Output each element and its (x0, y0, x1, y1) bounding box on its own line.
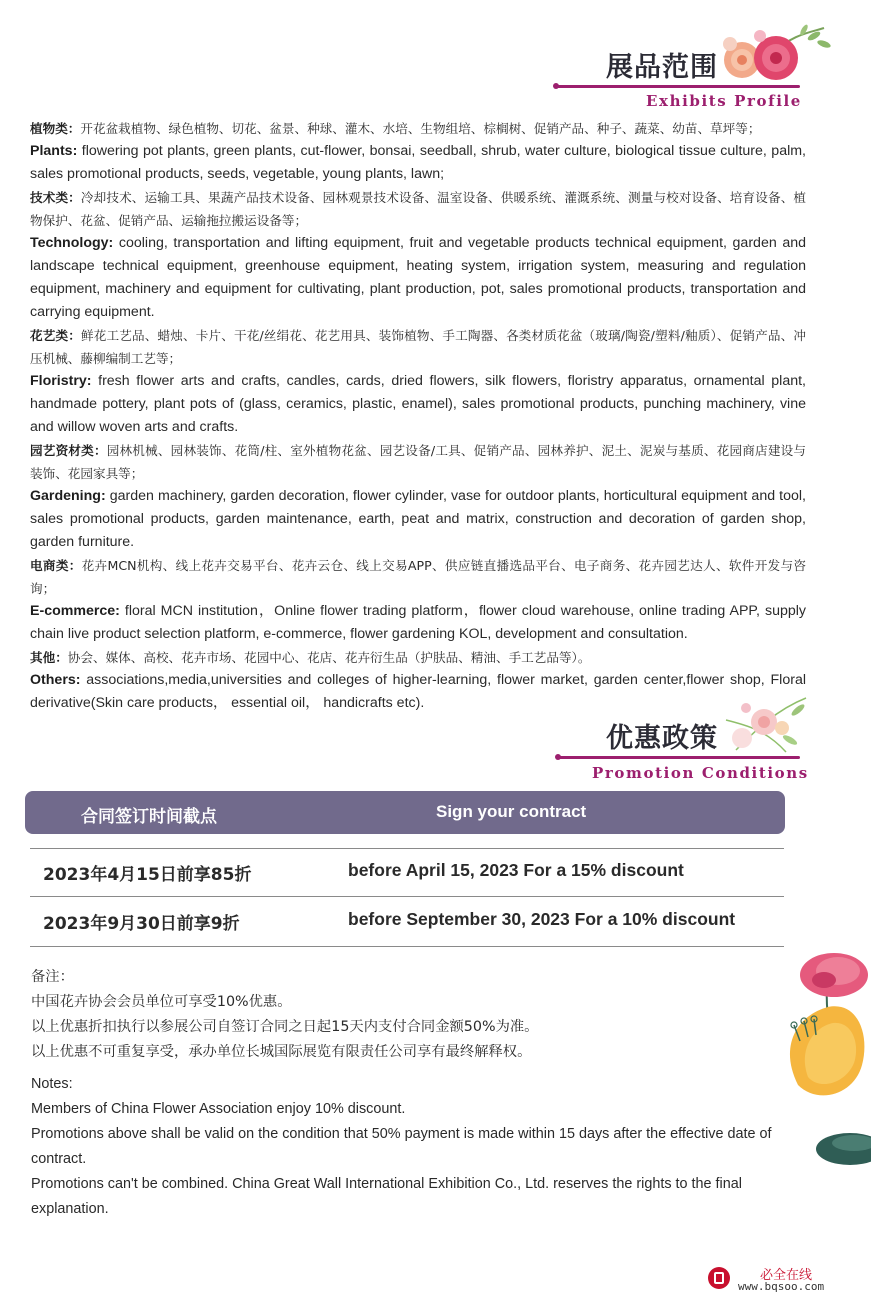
exhibit-floristry-cn (30, 324, 806, 370)
exhibit-ecommerce-en (30, 600, 806, 646)
exhibit-text: 花卉MCN机构、线上花卉交易平台、花卉云仓、线上交易APP、供应链直播选品平台、电子商务、花卉园艺达人、软件开发与咨询； (30, 558, 807, 596)
promotion-title-cn: 优惠政策 (606, 723, 718, 754)
exhibit-label: 花艺类： (30, 328, 81, 343)
table-row-1-discount-en: before April 15, 2023 For a 15% discount (348, 860, 684, 880)
table-header-cn: 合同签订时间截点 (81, 807, 217, 827)
exhibit-technology-cn (30, 186, 806, 232)
notes-cn-line: 中国花卉协会会员单位可享受10%优惠。 (31, 994, 292, 1010)
notes-cn-title: 备注： (31, 969, 74, 985)
exhibit-gardening-en (30, 485, 806, 554)
exhibit-plants-en (30, 140, 806, 186)
exhibit-label: 植物类： (30, 121, 81, 136)
exhibit-floristry-en (30, 370, 806, 439)
table-rule (30, 946, 784, 947)
exhibits-list (30, 117, 806, 715)
exhibit-label: Gardening: (30, 488, 106, 504)
notes-cn-line: 以上优惠不可重复享受，承办单位长城国际展览有限责任公司享有最终解释权。 (31, 1044, 532, 1060)
notes-cn-line: 以上优惠折扣执行以参展公司自签订合同之日起15天内支付合同金额50%为准。 (31, 1019, 539, 1035)
table-row-2-date-cn: 2023年9月30日前享9折 (43, 914, 240, 934)
table-row-1-date-cn: 2023年4月15日前享85折 (43, 865, 252, 885)
exhibit-label: Floristry: (30, 373, 92, 389)
promotion-title-rule-dot (555, 754, 561, 760)
notes-en-line: Promotions can't be combined. China Great Wall International Exhibition Co., Ltd. reserves the rights to the final explanation. (31, 1176, 742, 1217)
watermark-cn: 必全在线 (760, 1268, 813, 1283)
exhibit-text: 园林机械、园林装饰、花筒/柱、室外植物花盆、园艺设备/工具、促销产品、园林养护、泥土、泥炭与基质、花园商店建设与装饰、花园家具等； (30, 443, 806, 481)
exhibit-others-cn (30, 646, 806, 669)
exhibit-label: 电商类： (30, 558, 82, 573)
exhibit-text: flowering pot plants, green plants, cut-flower, bonsai, seedball, shrub, water culture, biological tissue culture, palm, sales promotional products, seeds, vegetable, young plants, lawn; (30, 143, 806, 182)
exhibit-ecommerce-cn (30, 554, 806, 600)
exhibit-label: 园艺资材类： (30, 443, 107, 458)
exhibit-text: fresh flower arts and crafts, candles, cards, dried flowers, silk flowers, floristry apparatus, ornamental plant, handmade pottery, plant pots of (glass, ceramics, plastic, enamel), sales promotional products, punching machinery, vine and willow woven arts and crafts. (30, 373, 806, 435)
notes-cn (31, 965, 751, 1065)
exhibit-label: E-commerce: (30, 603, 120, 619)
exhibit-text: 开花盆栽植物、绿色植物、切花、盆景、种球、灌木、水培、生物组培、棕榈树、促销产品、种子、蔬菜、幼苗、草坪等； (80, 121, 761, 136)
exhibit-text: floral MCN institution，Online flower trading platform，flower cloud warehouse, online trading APP, supply chain live product selection platform, e-commerce, flower gardening KOL, development and consultation. (30, 603, 806, 642)
table-rule (30, 848, 784, 849)
exhibits-title-cn: 展品范围 (606, 52, 718, 83)
notes-en-line: Members of China Flower Association enjoy 10% discount. (31, 1101, 406, 1117)
exhibit-text: garden machinery, garden decoration, flower cylinder, vase for outdoor plants, horticultural equipment and tool, sales promotional products, garden maintenance, earth, peat and matrix, construction and decoration of garden shop, garden furniture. (30, 488, 806, 550)
table-rule (30, 896, 784, 897)
exhibit-label: Others: (30, 672, 81, 688)
notes-en-title: Notes: (31, 1076, 73, 1092)
exhibit-text: 冷却技术、运输工具、果蔬产品技术设备、园林观景技术设备、温室设备、供暖系统、灌溉系统、测量与校对设备、培育设备、植物保护、花盆、促销产品、运输拖拉搬运设备等； (30, 190, 807, 228)
contract-table-header (25, 791, 785, 834)
notes-en (31, 1072, 783, 1222)
exhibit-label: Plants: (30, 143, 78, 159)
exhibit-gardening-cn (30, 439, 806, 485)
large-flower-decoration (758, 945, 871, 1170)
notes-en-line: Promotions above shall be valid on the condition that 50% payment is made within 15 days after the effective date of contract. (31, 1126, 772, 1167)
watermark-url: www.bqsoo.com (738, 1280, 825, 1293)
watermark-logo-icon (708, 1267, 730, 1289)
promotion-title-en: Promotion Conditions (592, 764, 809, 782)
exhibits-title-en: Exhibits Profile (646, 92, 802, 110)
exhibit-label: 技术类： (30, 190, 81, 205)
exhibit-others-en (30, 669, 806, 715)
table-row-2-discount-en: before September 30, 2023 For a 10% discount (348, 909, 736, 929)
exhibit-text: cooling, transportation and lifting equipment, fruit and vegetable products technical equipment, garden and landscape technical equipment, greenhouse equipment, heating system, irrigation system, measuring and regulation equipment, machinery and equipment for cultivating, plant production, pot, sales promotional products, transportation and carrying equipment. (30, 235, 806, 320)
exhibit-technology-en (30, 232, 806, 324)
exhibit-plants-cn (30, 117, 806, 140)
exhibit-label: Technology: (30, 235, 114, 251)
exhibits-title-rule-dot (553, 83, 559, 89)
exhibit-label: 其他： (30, 650, 68, 665)
exhibit-text: 协会、媒体、高校、花卉市场、花园中心、花店、花卉衍生品（护肤品、精油、手工艺品等）。 (67, 650, 591, 665)
pale-flowers-decoration (716, 690, 812, 760)
exhibit-text: associations,media,universities and colleges of higher-learning, flower market, garden center,flower shop, Floral derivative(Skin care products， essential oil， handicrafts etc). (30, 672, 806, 711)
exhibit-text: 鲜花工艺品、蜡烛、卡片、干花/丝绢花、花艺用具、装饰植物、手工陶器、各类材质花盆（玻璃/陶瓷/塑料/釉质）、促销产品、冲压机械、藤柳编制工艺等； (30, 328, 806, 366)
table-header-en: Sign your contract (436, 802, 587, 821)
peony-flowers-decoration (712, 14, 832, 86)
